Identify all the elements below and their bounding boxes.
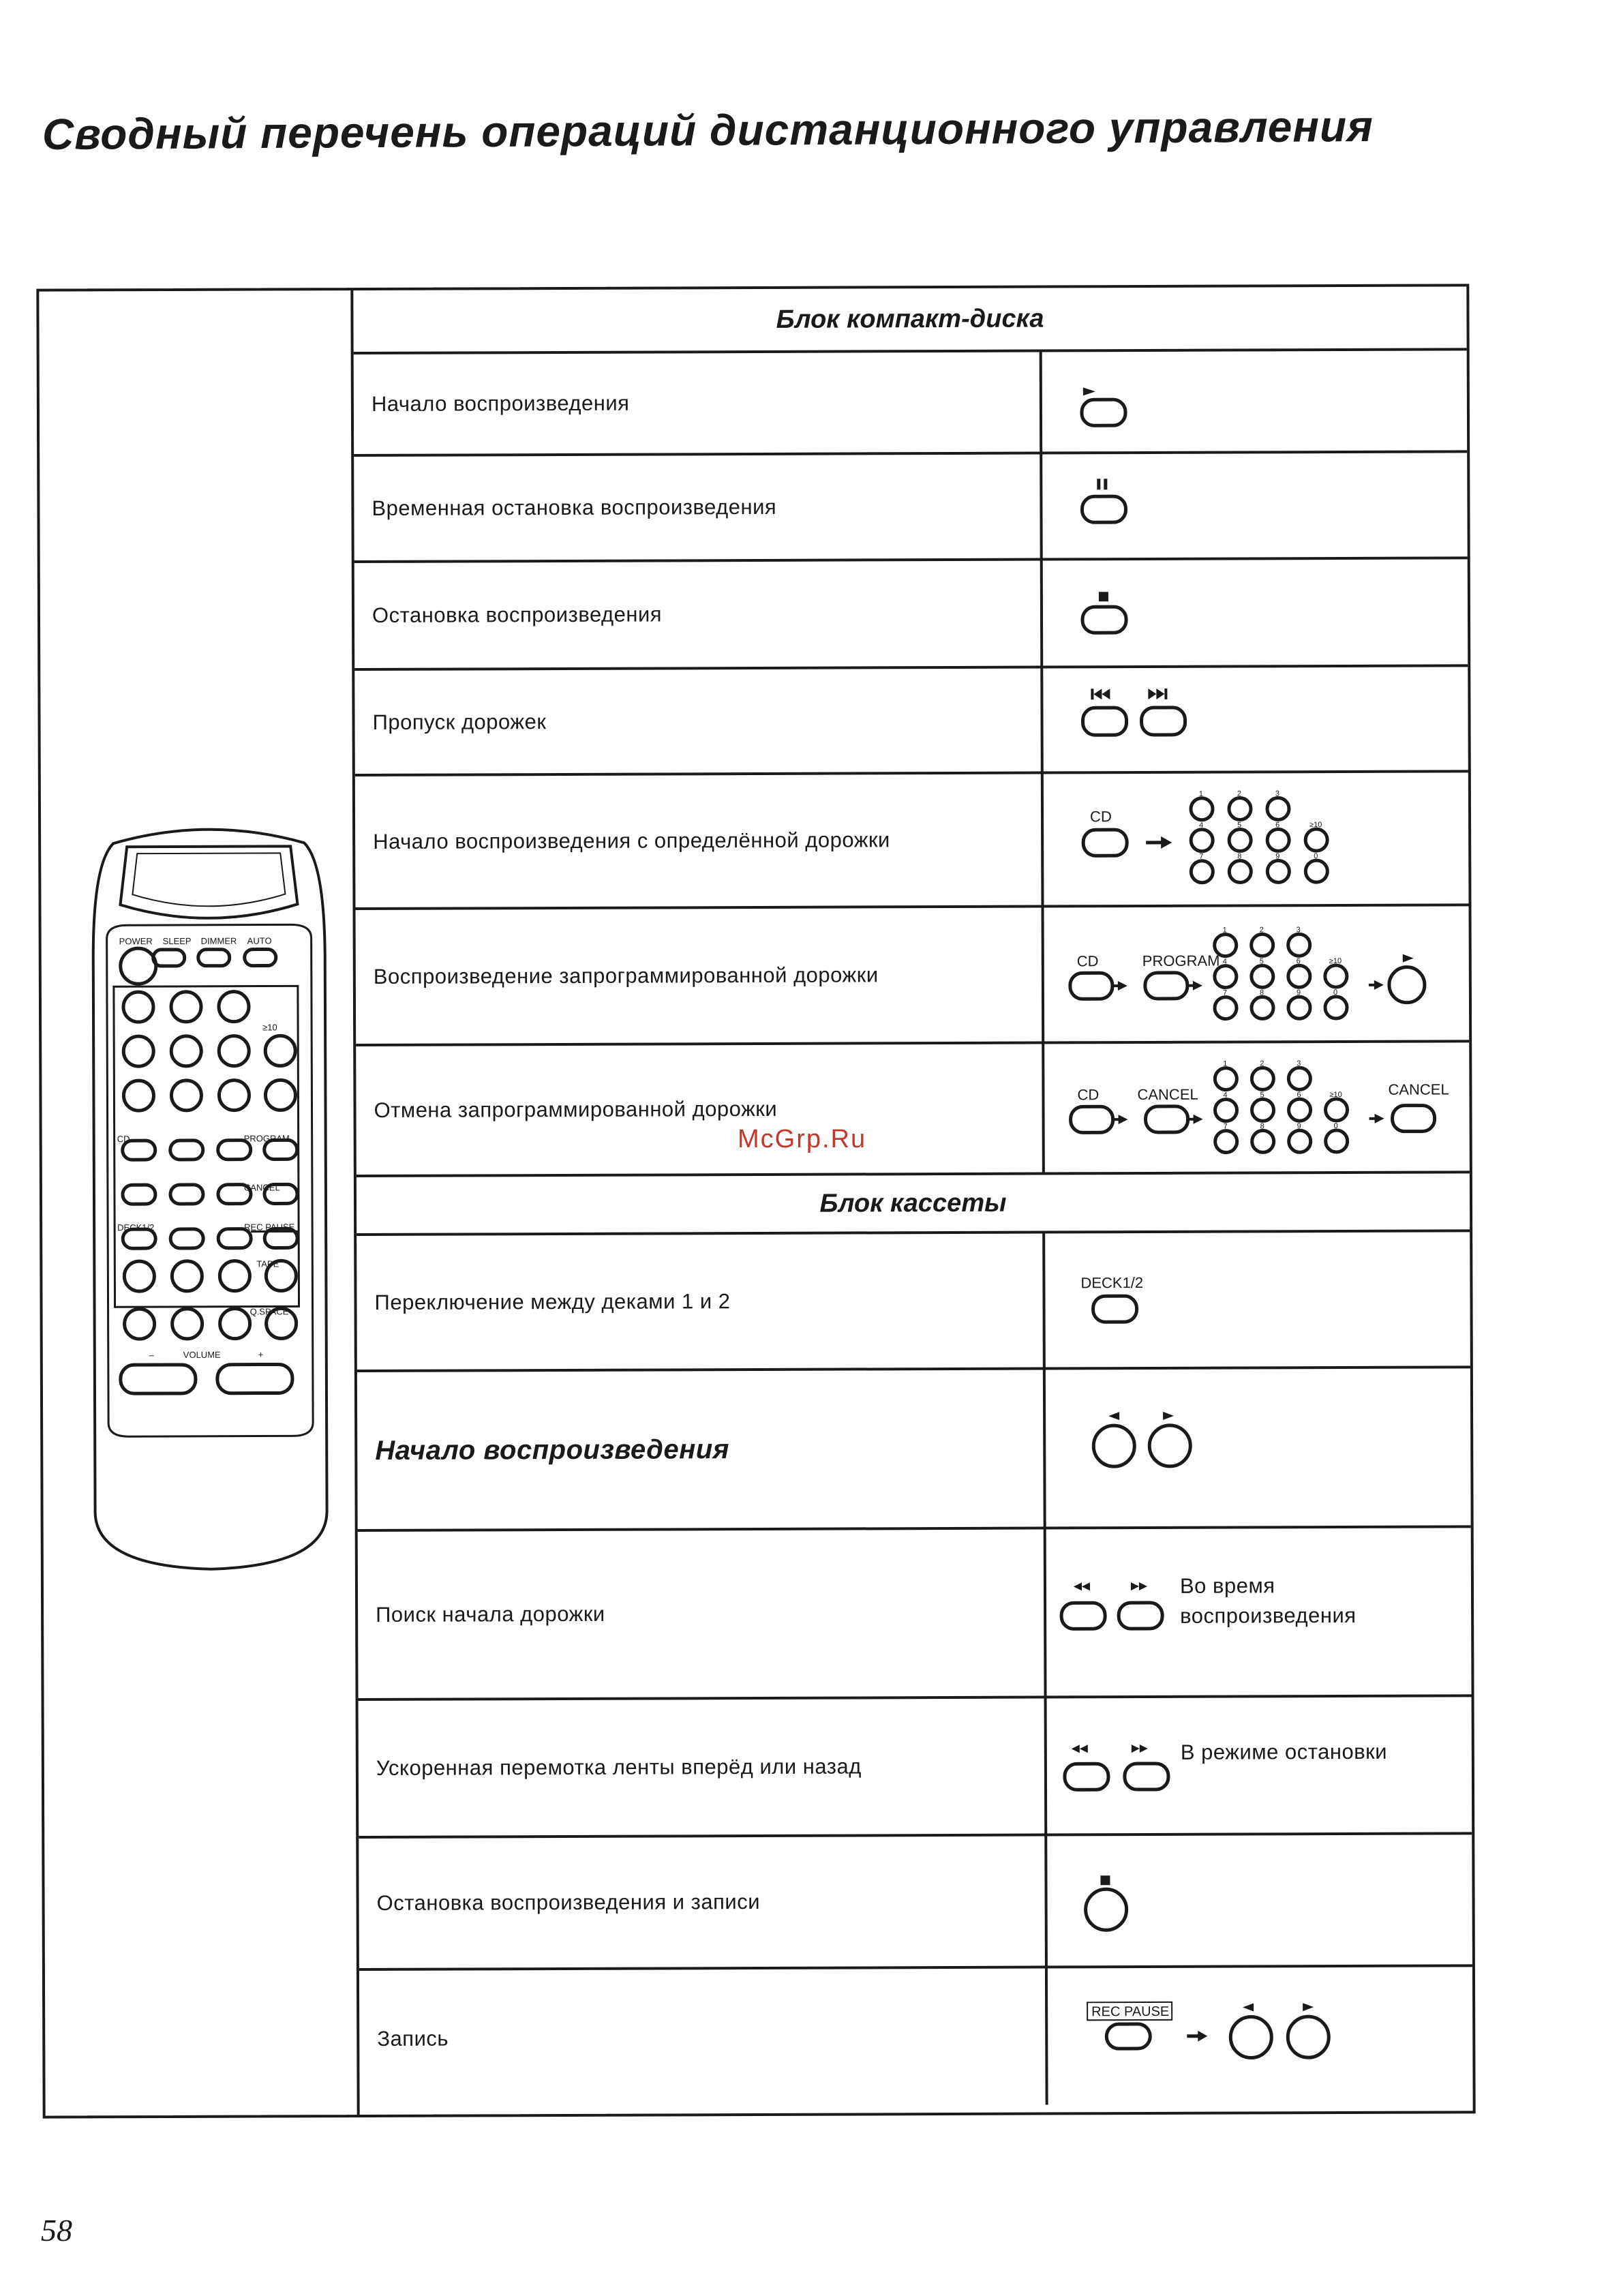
plus10-key-label: ≥10 (1309, 821, 1322, 830)
number-key-label: 0 (1333, 1122, 1338, 1131)
number-key-label: 2 (1237, 789, 1242, 798)
remote-function-button (123, 1141, 155, 1160)
remote-top-button (198, 950, 230, 966)
number-key-label: 1 (1222, 926, 1227, 935)
page-number: 58 (41, 2213, 72, 2248)
button-sequence (1047, 1697, 1472, 1833)
button-sequence (1047, 1834, 1472, 1965)
operation-label: Воспроизведение запрограммированной дорожки (356, 908, 1045, 1044)
number-key-label: 4 (1223, 1091, 1228, 1100)
plus10-key (1325, 1099, 1347, 1121)
operation-label: Поиск начала дорожки (358, 1530, 1047, 1699)
table-row (354, 350, 1468, 457)
number-key (1305, 860, 1327, 882)
number-key (1229, 798, 1251, 819)
page-title: Сводный перечень операций дистанционного управления (42, 102, 1374, 159)
number-key (1288, 934, 1310, 956)
number-key (1289, 1130, 1311, 1152)
pause-button-icon (1042, 453, 1471, 558)
deck-button-icon (1045, 1232, 1474, 1367)
remote-transport-button (220, 1309, 250, 1339)
remote-top-button (245, 949, 276, 965)
button-sequence (1046, 1368, 1471, 1526)
remote-label: CANCEL (243, 1182, 280, 1193)
number-key-label: 9 (1297, 1122, 1301, 1131)
remote-label: CD (117, 1134, 130, 1145)
remote-control-illustration (86, 822, 334, 1573)
number-key-label: 4 (1199, 821, 1204, 830)
number-key (1252, 997, 1273, 1018)
table-row (358, 1528, 1472, 1701)
table-row (354, 453, 1468, 563)
operation-label: Запись (359, 1969, 1048, 2108)
number-key-label: 3 (1275, 789, 1280, 798)
cd-number-sequence-icon (1044, 772, 1472, 905)
number-keypad-icon (1191, 789, 1327, 883)
remote-transport-button (219, 1261, 249, 1291)
number-key (1288, 965, 1310, 987)
play-button-icon (1042, 350, 1471, 451)
operation-label: Начало воспроизведения (354, 352, 1043, 455)
operation-label: Начало воспроизведения с определённой дорожки (355, 774, 1044, 908)
remote-label: + (258, 1349, 264, 1360)
table-row (359, 1967, 1473, 2107)
plus10-key-label: ≥10 (1329, 956, 1342, 966)
number-key-label: 3 (1297, 1059, 1301, 1068)
operation-label: Переключение между деками 1 и 2 (357, 1234, 1046, 1370)
number-key (1267, 798, 1289, 819)
remote-number-button (219, 992, 249, 1022)
table-row (356, 1042, 1470, 1177)
operation-label: Остановка воспроизведения и записи (359, 1837, 1048, 1969)
remote-label: – (149, 1350, 155, 1361)
remote-function-button (218, 1229, 251, 1248)
number-key (1191, 861, 1213, 883)
cd-section-header: Блок компакт-диска (353, 286, 1466, 354)
number-key (1325, 997, 1347, 1018)
remote-label: AUTO (247, 935, 272, 946)
operation-label: Начало воспроизведения (357, 1370, 1046, 1530)
number-key-label: 9 (1296, 988, 1301, 997)
number-key-label: 5 (1237, 821, 1242, 830)
svg-text:CANCEL: CANCEL (1388, 1081, 1449, 1098)
remote-number-button (123, 1036, 153, 1066)
svg-text:PROGRAM: PROGRAM (1142, 952, 1220, 970)
table-row (354, 667, 1468, 776)
number-keypad-icon (1215, 1059, 1347, 1153)
remote-function-button (170, 1229, 203, 1248)
number-key-label: 0 (1314, 852, 1318, 861)
number-key (1252, 1130, 1274, 1152)
remote-function-button (264, 1184, 297, 1203)
number-key-label: 4 (1222, 957, 1227, 966)
number-key-label: 1 (1223, 1059, 1228, 1068)
remote-number-button (123, 1081, 153, 1111)
number-key (1215, 997, 1237, 1019)
button-sequence (1044, 906, 1469, 1041)
cancel-sequence-icon (1044, 1042, 1473, 1172)
remote-column (39, 290, 359, 2116)
button-sequence (1043, 667, 1468, 771)
remote-number-button (171, 1081, 201, 1111)
plus10-key-label: ≥10 (1329, 1090, 1342, 1100)
number-key-label: 8 (1259, 988, 1264, 997)
number-key (1191, 798, 1213, 820)
number-key (1229, 829, 1251, 851)
remote-number-button (265, 1080, 295, 1110)
operation-label: Остановка воспроизведения (354, 561, 1044, 669)
remote-transport-button (172, 1309, 202, 1339)
table-row (357, 1368, 1471, 1532)
number-key (1215, 966, 1237, 988)
table-row (357, 1232, 1470, 1372)
number-keypad-icon (1215, 926, 1347, 1019)
number-key (1288, 1068, 1310, 1089)
number-key (1252, 1068, 1273, 1089)
number-key (1288, 1099, 1310, 1121)
remote-number-button (171, 992, 201, 1022)
tape-stop-button-icon (1047, 1834, 1476, 1965)
number-key-label: 2 (1260, 1059, 1264, 1068)
remote-label: Q.SPACE (249, 1306, 289, 1317)
remote-number-button (123, 992, 153, 1022)
number-key (1191, 830, 1213, 851)
remote-tape-button (266, 1260, 296, 1290)
button-sequence (1046, 1528, 1472, 1695)
remote-function-button (218, 1185, 251, 1204)
mode-note: Во время воспроизведения (1179, 1573, 1357, 1628)
svg-text:CD: CD (1077, 1086, 1100, 1104)
number-key (1215, 1131, 1237, 1153)
remote-label: DECK1/2 (117, 1222, 155, 1233)
operations-table-frame (36, 284, 1475, 2118)
cassette-section-header: Блок кассеты (357, 1173, 1470, 1236)
plus10-key (1305, 829, 1327, 851)
remote-transport-button (125, 1309, 155, 1339)
number-key (1267, 829, 1289, 851)
tape-play-buttons-icon (1046, 1368, 1474, 1526)
number-key-label: 2 (1259, 926, 1264, 935)
number-key-label: 8 (1260, 1122, 1264, 1131)
number-key-label: 5 (1260, 1091, 1264, 1100)
number-key (1215, 1100, 1237, 1121)
remote-label: REC PAUSE (244, 1222, 295, 1233)
number-key (1215, 935, 1237, 956)
operation-label: Отмена запрограммированной дорожки (356, 1044, 1045, 1175)
number-key-label: 7 (1223, 1122, 1228, 1131)
operation-label: Временная остановка воспроизведения (354, 455, 1043, 561)
svg-text:CD: CD (1089, 808, 1112, 826)
svg-text:DECK1/2: DECK1/2 (1080, 1274, 1144, 1292)
program-sequence-icon (1044, 906, 1472, 1041)
stop-button-icon (1043, 559, 1472, 665)
button-sequence (1042, 453, 1468, 558)
number-key (1288, 997, 1310, 1018)
number-key-label: 6 (1297, 1091, 1301, 1100)
remote-transport-button (124, 1261, 154, 1291)
number-key (1229, 860, 1251, 882)
operation-label: Ускоренная перемотка ленты вперёд или назад (359, 1699, 1048, 1837)
number-key (1215, 1068, 1237, 1090)
table-row (359, 1697, 1472, 1839)
remote-label: ≥10 (262, 1022, 277, 1033)
button-sequence (1042, 350, 1468, 451)
number-key-label: 5 (1259, 957, 1264, 966)
remote-volume-buttons (121, 1364, 292, 1393)
table-row (355, 772, 1469, 910)
plus10-key (1325, 965, 1347, 987)
remote-label: POWER (119, 936, 153, 947)
remote-transport-button (172, 1261, 202, 1291)
number-key-label: 8 (1237, 852, 1242, 861)
remote-label: VOLUME (183, 1349, 221, 1360)
remote-function-button (123, 1185, 155, 1204)
button-sequence (1044, 1042, 1470, 1172)
remote-top-labels (117, 935, 296, 1360)
remote-number-button (171, 1036, 201, 1066)
number-key-label: 7 (1199, 852, 1204, 861)
number-key-label: 3 (1296, 926, 1301, 935)
number-key-label: 6 (1296, 957, 1301, 966)
number-key-label: 7 (1222, 988, 1228, 997)
operation-label: Пропуск дорожек (354, 669, 1044, 774)
remote-number-button (219, 1081, 249, 1111)
remote-top-button (153, 950, 185, 966)
remote-function-button (170, 1185, 203, 1204)
number-key (1252, 965, 1273, 987)
remote-number-button (265, 1036, 295, 1066)
button-sequence (1043, 559, 1468, 665)
watermark: McGrp.Ru (738, 1125, 867, 1153)
remote-label: SLEEP (162, 935, 192, 947)
remote-label: PROGRAM (243, 1133, 290, 1144)
remote-function-button (218, 1141, 251, 1160)
svg-text:CD: CD (1076, 952, 1099, 970)
number-key (1252, 1099, 1273, 1121)
button-sequence (1044, 772, 1469, 905)
svg-text:CANCEL: CANCEL (1137, 1085, 1198, 1104)
table-row (359, 1834, 1472, 1971)
table-row (354, 559, 1468, 671)
number-key (1326, 1130, 1348, 1152)
button-sequence (1045, 1232, 1470, 1367)
remote-number-button (219, 1036, 249, 1066)
number-key-label: 0 (1333, 988, 1338, 997)
number-key-label: 9 (1275, 852, 1280, 861)
record-sequence-icon (1048, 1967, 1476, 2102)
svg-text:REC PAUSE: REC PAUSE (1091, 2004, 1170, 2020)
power-button (121, 948, 156, 984)
mode-note: В режиме остановки (1180, 1739, 1388, 1764)
button-sequence (1048, 1967, 1473, 2104)
table-row (356, 906, 1470, 1046)
skip-buttons-icon (1043, 667, 1472, 771)
number-key-label: 6 (1275, 821, 1280, 830)
remote-label: TAPE (256, 1258, 279, 1269)
remote-function-button (170, 1141, 203, 1160)
remote-label: DIMMER (200, 935, 237, 946)
number-key (1267, 860, 1289, 882)
operations-table (353, 286, 1472, 2115)
number-key-label: 1 (1198, 789, 1204, 798)
number-key (1252, 934, 1273, 956)
